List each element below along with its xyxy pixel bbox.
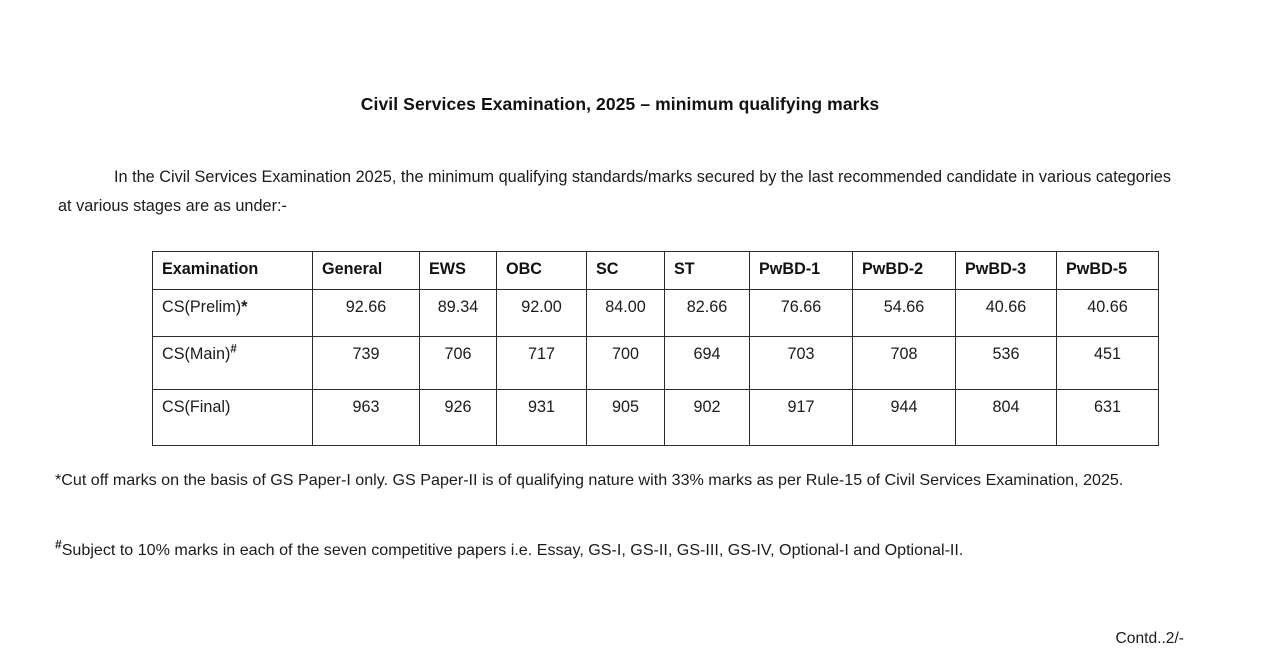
cell-final-pwbd-3: 804 [956, 390, 1057, 446]
row-label-main [153, 337, 313, 390]
cell-final-st: 902 [665, 390, 750, 446]
exam-name: CS(Prelim) [162, 298, 242, 316]
cell-final-pwbd-1: 917 [750, 390, 853, 446]
cell-final-pwbd-2: 944 [853, 390, 956, 446]
table-row [153, 390, 1159, 446]
row-label-final [153, 390, 313, 446]
footnote-marker-hash: # [230, 343, 237, 356]
footnote-marker: * [55, 471, 62, 489]
cell-main-sc: 700 [587, 337, 665, 390]
cell-main-pwbd-2: 708 [853, 337, 956, 390]
cell-main-ews: 706 [420, 337, 497, 390]
cell-prelim-sc: 84.00 [587, 290, 665, 337]
cell-main-obc: 717 [497, 337, 587, 390]
cell-prelim-pwbd-1: 76.66 [750, 290, 853, 337]
cell-prelim-pwbd-2: 54.66 [853, 290, 956, 337]
cell-main-st: 694 [665, 337, 750, 390]
footnote-text: Subject to 10% marks in each of the seven competitive papers i.e. Essay, GS-I, GS-II, GS-III, GS-IV, Optional-I and Optional-II. [61, 541, 964, 559]
cell-main-general: 739 [313, 337, 420, 390]
cell-final-pwbd-5: 631 [1057, 390, 1159, 446]
footnote-marker: # [55, 537, 62, 552]
cell-prelim-st: 82.66 [665, 290, 750, 337]
footnote-hash [55, 538, 1190, 563]
column-header-pwbd-1: PwBD-1 [750, 252, 853, 290]
column-header-pwbd-3: PwBD-3 [956, 252, 1057, 290]
row-label-prelim [153, 290, 313, 337]
column-header-pwbd-2: PwBD-2 [853, 252, 956, 290]
cell-prelim-obc: 92.00 [497, 290, 587, 337]
cell-main-pwbd-3: 536 [956, 337, 1057, 390]
cell-prelim-pwbd-5: 40.66 [1057, 290, 1159, 337]
cell-main-pwbd-1: 703 [750, 337, 853, 390]
column-header-general: General [313, 252, 420, 290]
page-continuation-label: Contd..2/- [1115, 630, 1184, 647]
exam-name: CS(Final) [162, 398, 231, 416]
column-header-pwbd-5: PwBD-5 [1057, 252, 1159, 290]
cell-final-obc: 931 [497, 390, 587, 446]
page-title: Civil Services Examination, 2025 – minimum qualifying marks [360, 94, 880, 114]
cell-prelim-pwbd-3: 40.66 [956, 290, 1057, 337]
footnote-text: Cut off marks on the basis of GS Paper-I only. GS Paper-II is of qualifying nature with 33% marks as per Rule-15 of Civil Services Examination, 2025. [61, 471, 1124, 489]
exam-name: CS(Main) [162, 345, 231, 363]
cell-main-pwbd-5: 451 [1057, 337, 1159, 390]
column-header-st: ST [665, 252, 750, 290]
cell-prelim-ews: 89.34 [420, 290, 497, 337]
intro-paragraph: In the Civil Services Examination 2025, the minimum qualifying standards/marks secured by the last recommended candidate in various categories at various stages are as under:- [58, 168, 1171, 215]
column-header-ews: EWS [420, 252, 497, 290]
cell-final-ews: 926 [420, 390, 497, 446]
qualifying-marks-table [152, 251, 1159, 446]
table-row [153, 337, 1159, 390]
footnote-asterisk [55, 468, 1190, 493]
table-row [153, 290, 1159, 337]
column-header-examination: Examination [153, 252, 313, 290]
footnote-marker-star: * [241, 298, 248, 316]
cell-prelim-general: 92.66 [313, 290, 420, 337]
cell-final-sc: 905 [587, 390, 665, 446]
cell-final-general: 963 [313, 390, 420, 446]
column-header-obc: OBC [497, 252, 587, 290]
table-header-row [153, 252, 1159, 290]
column-header-sc: SC [587, 252, 665, 290]
